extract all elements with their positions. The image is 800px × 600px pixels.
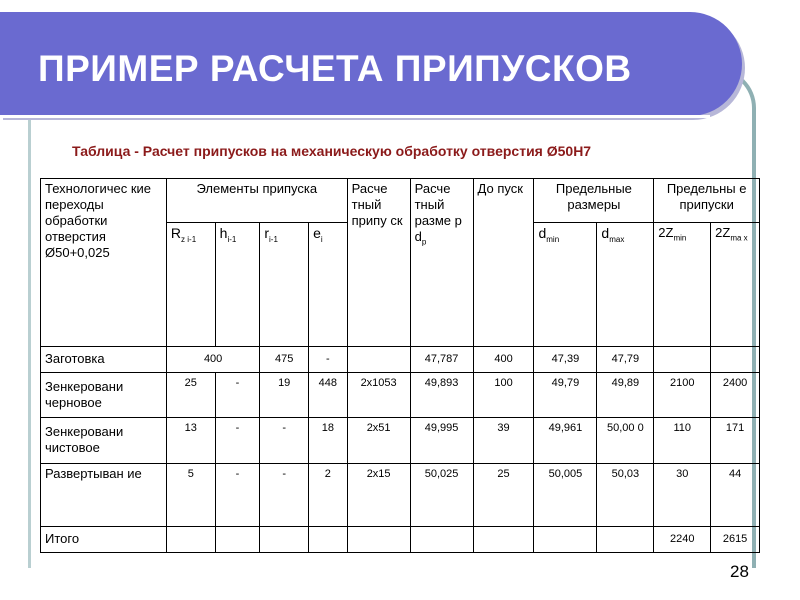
cell-empty <box>597 526 654 552</box>
cell-r: - <box>260 417 309 463</box>
header-dmin: $d_{min}$ <box>534 223 597 346</box>
allowance-table <box>40 178 760 553</box>
header-e: $e_i$ <box>309 223 348 346</box>
cell-zmin <box>654 346 711 372</box>
title-banner <box>0 12 742 116</box>
cell-calc-size: 47,787 <box>410 346 473 372</box>
table-row <box>41 373 760 417</box>
slide-title: ПРИМЕР РАСЧЕТА ПРИПУСКОВ <box>38 48 632 89</box>
table-caption: Таблица - Расчет припусков на механическую обработку отверстия Ø50H7 <box>72 143 592 159</box>
row-name: Зенкеровани черновое <box>41 373 167 417</box>
cell-r: 19 <box>260 373 309 417</box>
cell-calc-allowance: 2x15 <box>347 464 410 527</box>
cell-calc-allowance <box>347 346 410 372</box>
total-label: Итого <box>41 526 167 552</box>
cell-tolerance: 25 <box>473 464 534 527</box>
header-transitions: Технологичес кие переходы обработки отверстия Ø50+0,025 <box>41 179 167 347</box>
cell-dmax: 50,03 <box>597 464 654 527</box>
cell-empty <box>473 526 534 552</box>
cell-tolerance: 39 <box>473 417 534 463</box>
cell-h: - <box>215 373 260 417</box>
cell-r: - <box>260 464 309 527</box>
cell-empty <box>166 526 215 552</box>
row-name: Зенкеровани чистовое <box>41 417 167 463</box>
header-zmin: $2Z_{min}$ <box>654 223 711 346</box>
cell-dmax: 49,89 <box>597 373 654 417</box>
cell-dmax: 50,00 0 <box>597 417 654 463</box>
cell-e: 2 <box>309 464 348 527</box>
header-rz: $R_{z i-1}$ <box>166 223 215 346</box>
cell-rz: 25 <box>166 373 215 417</box>
header-h: $h_{i-1}$ <box>215 223 260 346</box>
cell-zmax: 44 <box>711 464 760 527</box>
cell-r: 475 <box>260 346 309 372</box>
cell-e: 18 <box>309 417 348 463</box>
cell-zmin: 2100 <box>654 373 711 417</box>
title-underline <box>0 115 710 118</box>
cell-rz-h: 400 <box>166 346 259 372</box>
cell-dmin: 47,39 <box>534 346 597 372</box>
page-number: 28 <box>730 562 749 581</box>
header-calc-allowance: Расче тный припу ск <box>347 179 410 347</box>
header-elements: Элементы припуска <box>166 179 347 223</box>
cell-calc-size: 49,893 <box>410 373 473 417</box>
header-r: $r_{i-1}$ <box>260 223 309 346</box>
header-row <box>41 179 760 223</box>
cell-zmax: 2400 <box>711 373 760 417</box>
header-dmax: $d_{max}$ <box>597 223 654 346</box>
header-calc-size: Расче тный разме р $d_р$ <box>410 179 473 347</box>
cell-tolerance: 400 <box>473 346 534 372</box>
cell-tolerance: 100 <box>473 373 534 417</box>
cell-zmax: 171 <box>711 417 760 463</box>
cell-h: - <box>215 417 260 463</box>
cell-empty <box>215 526 260 552</box>
cell-empty <box>309 526 348 552</box>
cell-rz: 13 <box>166 417 215 463</box>
cell-dmin: 50,005 <box>534 464 597 527</box>
cell-calc-size: 50,025 <box>410 464 473 527</box>
cell-calc-size: 49,995 <box>410 417 473 463</box>
cell-dmin: 49,79 <box>534 373 597 417</box>
total-row <box>41 526 760 552</box>
total-zmin: 2240 <box>654 526 711 552</box>
header-limit-allowances: Предельны е припуски <box>654 179 760 223</box>
total-zmax: 2615 <box>711 526 760 552</box>
cell-dmax: 47,79 <box>597 346 654 372</box>
cell-h: - <box>215 464 260 527</box>
row-name: Развертыван ие <box>41 464 167 527</box>
table-row <box>41 417 760 463</box>
cell-e: 448 <box>309 373 348 417</box>
cell-zmin: 30 <box>654 464 711 527</box>
cell-calc-allowance: 2x51 <box>347 417 410 463</box>
cell-zmin: 110 <box>654 417 711 463</box>
cell-calc-allowance: 2x1053 <box>347 373 410 417</box>
table-row <box>41 464 760 527</box>
cell-empty <box>410 526 473 552</box>
cell-dmin: 49,961 <box>534 417 597 463</box>
cell-rz: 5 <box>166 464 215 527</box>
header-limit-sizes: Предельные размеры <box>534 179 654 223</box>
header-zmax: $2Z_{ma x}$ <box>711 223 760 346</box>
row-name: Заготовка <box>41 346 167 372</box>
cell-empty <box>260 526 309 552</box>
cell-empty <box>534 526 597 552</box>
cell-zmax <box>711 346 760 372</box>
cell-empty <box>347 526 410 552</box>
table-row <box>41 346 760 372</box>
header-tolerance: До пуск <box>473 179 534 347</box>
cell-e: - <box>309 346 348 372</box>
